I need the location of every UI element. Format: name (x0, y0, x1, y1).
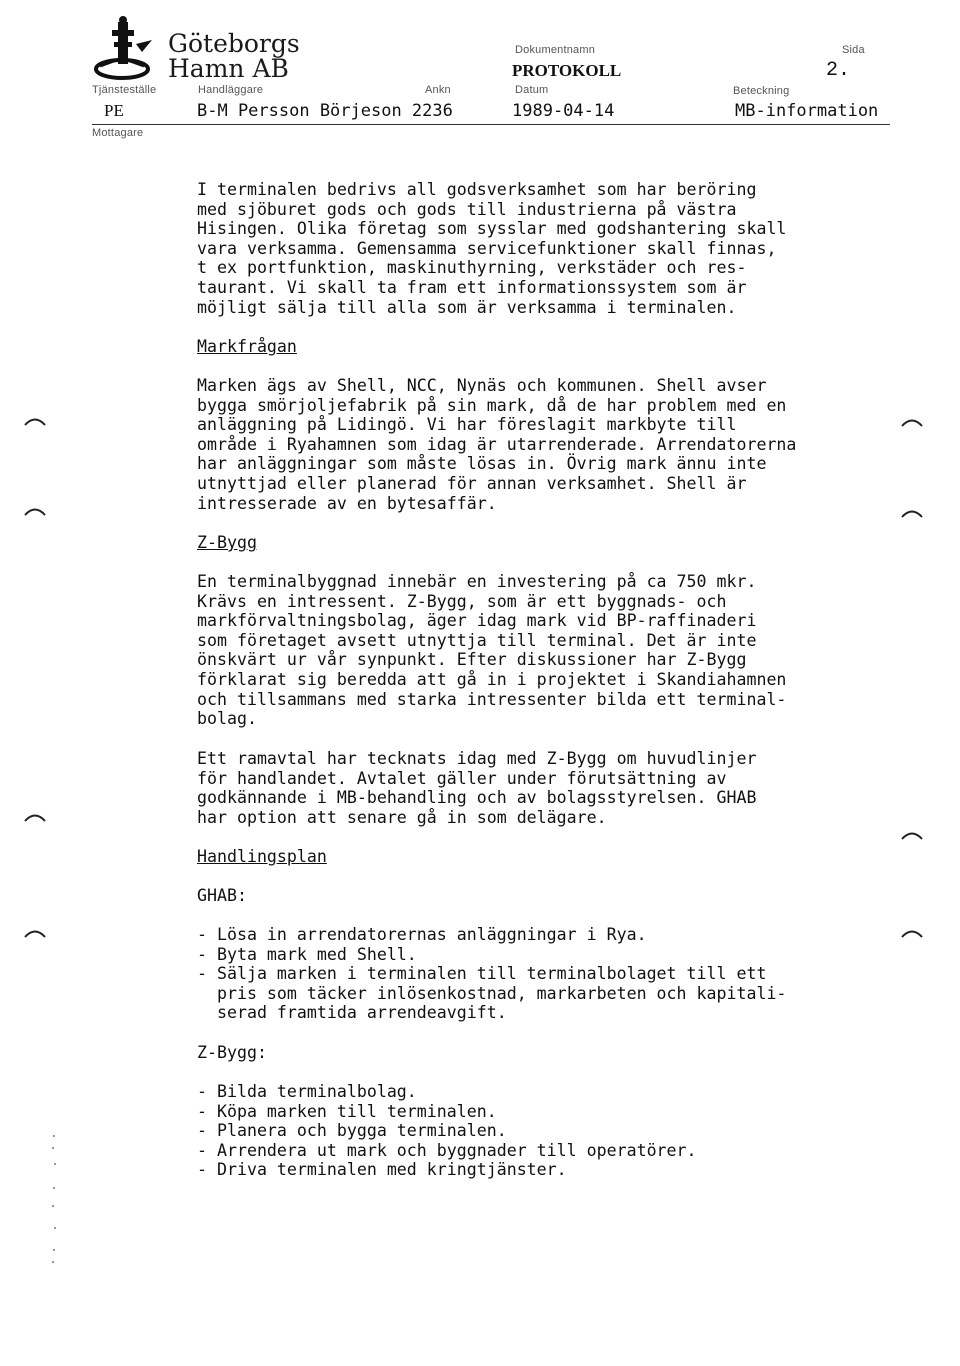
intro-line: med sjöburet gods och gods till industrierna på västra (197, 199, 737, 219)
margin-speckle-icon (48, 1130, 60, 1270)
intro-line: t ex portfunktion, maskinuthyrning, verkstäder och res- (197, 258, 747, 278)
zbygg-para2-line: Ett ramavtal har tecknats idag med Z-Bygg om huvudlinjer (197, 749, 757, 768)
list-item: - Arrendera ut mark och byggnader till operatörer. (197, 1140, 697, 1160)
zbygg-label: Z-Bygg: (197, 1043, 267, 1062)
document-name-value: PROTOKOLL (512, 61, 622, 80)
list-item: - Byta mark med Shell. (197, 944, 417, 964)
list-item: - Köpa marken till terminalen. (197, 1101, 497, 1121)
extension-label: Ankn (425, 84, 451, 96)
ghab-action-list (197, 925, 786, 1023)
intro-line: taurant. Vi skall ta fram ett informationssystem som är (197, 277, 747, 297)
list-item: serad framtida arrendeavgift. (197, 1003, 507, 1023)
reference-label: Beteckning (733, 85, 790, 97)
organization-name-line2: Hamn AB (168, 54, 289, 83)
markfragan-line: område i Ryahamnen som idag är utarrenderade. Arrendatorerna (197, 434, 797, 454)
reference-value: MB-information (735, 101, 879, 121)
zbygg-para1-line: förklarat sig beredda att gå in i projektet i Skandiahamnen (197, 669, 787, 689)
markfragan-line: bygga smörjoljefabrik på sin mark, då de har problem med en (197, 395, 787, 415)
handlingsplan-heading: Handlingsplan (197, 847, 327, 866)
intro-paragraph (197, 180, 892, 317)
zbygg-para2-line: för handlandet. Avtalet gäller under förutsättning av (197, 768, 727, 788)
zbygg-para2-line: har option att senare gå in som delägare. (197, 807, 607, 827)
intro-line: möjligt sälja till alla som är verksamma i terminalen. (197, 297, 737, 317)
zbygg-paragraph-2 (197, 749, 892, 827)
list-item: - Driva terminalen med kringtjänster. (197, 1160, 567, 1180)
intro-line: I terminalen bedrivs all godsverksamhet som har beröring (197, 180, 757, 199)
margin-mark-icon (901, 417, 923, 427)
zbygg-action-list (197, 1082, 697, 1180)
margin-mark-icon (901, 508, 923, 518)
markfragan-paragraph (197, 376, 892, 513)
margin-mark-icon (901, 928, 923, 938)
markfragan-line: Marken ägs av Shell, NCC, Nynäs och kommunen. Shell avser (197, 376, 767, 395)
list-item: - Sälja marken i terminalen till terminalbolaget till ett (197, 964, 767, 984)
page-number-value: 2. (826, 59, 851, 82)
markfragan-line: utnyttjad eller planerad för annan verksamhet. Shell är (197, 473, 747, 493)
markfragan-line: anläggning på Lidingö. Vi har föreslagit markbyte till (197, 415, 737, 435)
list-item: pris som täcker inlösenkostnad, markarbeten och kapitali- (197, 983, 787, 1003)
margin-mark-icon (901, 830, 923, 840)
ghab-label: GHAB: (197, 886, 247, 905)
zbygg-para1-line: som företaget avsett utnyttja till terminal. Det är inte (197, 630, 757, 650)
markfragan-line: intresserade av en bytesaffär. (197, 493, 497, 513)
zbygg-paragraph-1 (197, 572, 892, 729)
date-value: 1989-04-14 (512, 101, 615, 121)
list-item: - Lösa in arrendatorernas anläggningar i Rya. (197, 925, 647, 944)
margin-mark-icon (24, 812, 46, 822)
harbour-logo-icon (92, 14, 160, 84)
date-label: Datum (515, 84, 549, 96)
zbygg-para1-line: och tillsammans med starka intressenter bilda ett terminal- (197, 689, 787, 709)
department-value: PE (104, 101, 124, 120)
zbygg-para1-line: En terminalbyggnad innebär en investering på ca 750 mkr. (197, 572, 757, 591)
handler-value: B-M Persson Börjeson 2236 (197, 101, 453, 121)
zbygg-heading: Z-Bygg (197, 533, 257, 552)
list-item: - Planera och bygga terminalen. (197, 1121, 507, 1141)
handler-label: Handläggare (198, 84, 264, 96)
document-name-label: Dokumentnamn (515, 44, 596, 56)
zbygg-para1-line: Krävs en intressent. Z-Bygg, som är ett byggnads- och (197, 591, 727, 611)
margin-mark-icon (24, 506, 46, 516)
page-label: Sida (842, 44, 865, 56)
zbygg-para1-line: markförvaltningsbolag, äger idag mark vid BP-raffinaderi (197, 611, 757, 631)
header-divider (92, 124, 890, 125)
zbygg-para1-line: önskvärt ur vår synpunkt. Efter diskussioner har Z-Bygg (197, 650, 747, 670)
list-item: - Bilda terminalbolag. (197, 1082, 417, 1101)
organization-name-line1: Göteborgs (168, 29, 300, 58)
recipient-label: Mottagare (92, 127, 144, 139)
intro-line: Hisingen. Olika företag som sysslar med godshantering skall (197, 219, 787, 239)
markfragan-line: har anläggningar som måste lösas in. Övrig mark ännu inte (197, 454, 767, 474)
zbygg-para1-line: bolag. (197, 709, 257, 729)
margin-mark-icon (24, 416, 46, 426)
intro-line: vara verksamma. Gemensamma servicefunktioner skall finnas, (197, 238, 777, 258)
department-label: Tjänsteställe (92, 84, 157, 96)
markfragan-heading: Markfrågan (197, 337, 297, 356)
margin-mark-icon (24, 928, 46, 938)
zbygg-para2-line: godkännande i MB-behandling och av bolagsstyrelsen. GHAB (197, 788, 757, 808)
